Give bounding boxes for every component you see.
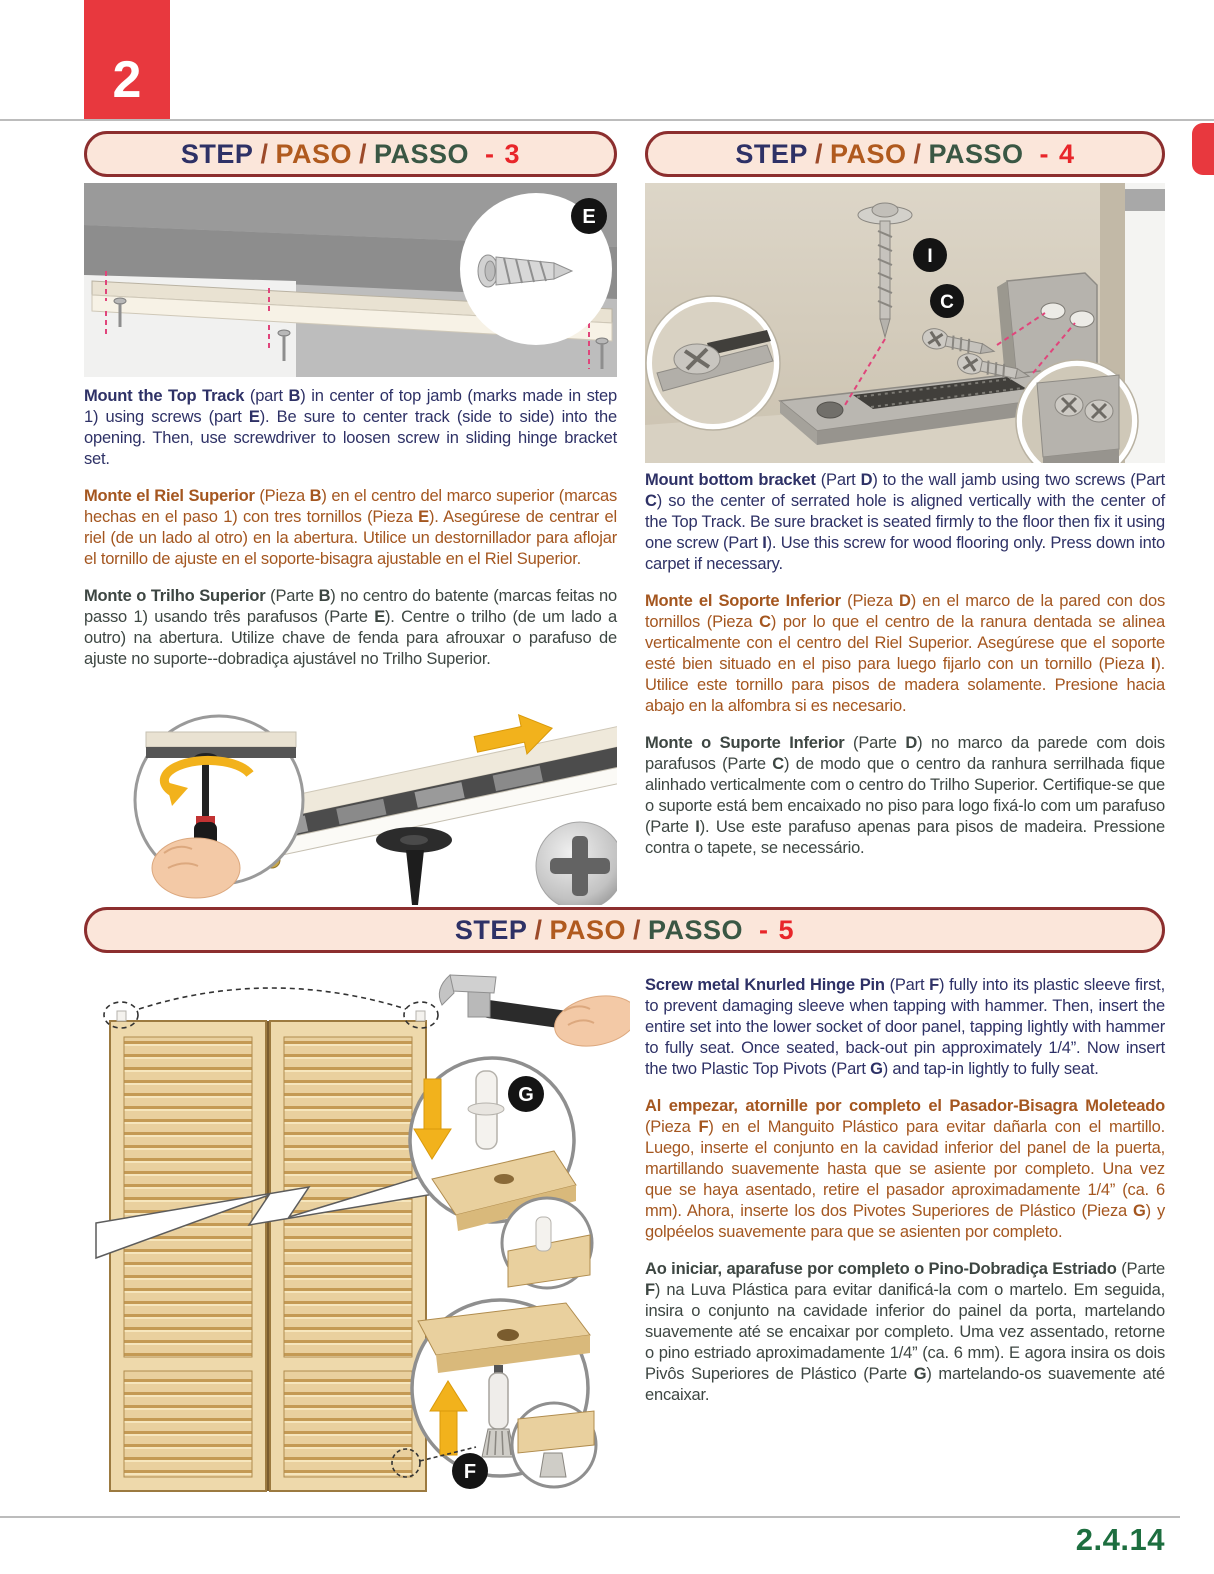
step5-header-pt: PASSO <box>648 914 744 945</box>
step3-header-es: PASO <box>275 138 352 169</box>
step5-header-dash: - <box>759 914 769 945</box>
part-badge-e: E <box>582 206 596 228</box>
step4-header-sep1: / <box>814 138 823 169</box>
top-divider <box>0 119 1214 121</box>
step5-doors-illustration <box>84 963 630 1519</box>
step3-header-dash: - <box>485 138 495 169</box>
step4-bottom-bracket-illustration <box>645 183 1165 463</box>
step5-header-sep1: / <box>534 914 543 945</box>
part-badge-f: F <box>463 1461 477 1483</box>
step5-text <box>645 975 1165 1422</box>
pin-seated-callout <box>512 1403 596 1487</box>
step4-paragraph-portuguese: Monte o Suporte Inferior (Parte D) no marco da parede com dois parafusos (Parte C) de modo que o centro da ranhura serrilhada fique alinhado verticalmente com o centro do Trilho Superior. Certifique-se que o suporte está bem encaixado no piso para logo fixá-lo com um parafuso (Parte I). Use este parafuso apenas para pisos de madeira. Pressione contra o tapete, se necessário. <box>645 734 1165 857</box>
step4-header-en: STEP <box>735 138 808 169</box>
step3-header <box>84 131 617 177</box>
door-left <box>110 1021 266 1491</box>
step5-header-sep2: / <box>632 914 641 945</box>
screwdriver-shaft <box>202 760 209 818</box>
step4-paragraph-english: Mount bottom bracket (Part D) to the wall jamb using two screws (Part C) so the center of serrated hole is aligned vertically with the center of the Top Track. Be sure bracket is seated firmly to the floor then fix it using one screw (Part I). Use this screw for wood flooring only. Press down into carpet if necessary. <box>645 471 1165 573</box>
part-badge-c: C <box>940 292 954 313</box>
step4-header <box>645 131 1165 177</box>
step3-header-pt: PASSO <box>374 138 470 169</box>
step5-paragraph-english: Screw metal Knurled Hinge Pin (Part F) fully into its plastic sleeve first, to prevent damaging sleeve when tapping with hammer. Then, insert the entire set into the lower socket of door panel, tapping lightly with hammer to fully seat. Once seated, back-out pin approximately 1/4”. Now insert the two Plastic Top Pivots (Part G) and tap-in lightly to fully seat. <box>645 976 1165 1078</box>
step4-header-sep2: / <box>913 138 922 169</box>
door-right <box>270 1021 426 1491</box>
serrated-hole-callout <box>646 296 780 430</box>
step3-header-en: STEP <box>180 138 254 169</box>
screw-e-callout <box>460 193 612 345</box>
step4-header-pt: PASSO <box>928 138 1024 169</box>
step5-paragraph-spanish: Al empezar, atornille por completo el Pasador-Bisagra Moleteado (Pieza F) en el Manguito Plástico para evitar dañarla con el martillo. Luego, inserte el conjunto en la cavidad inferior del panel de la puerta, martillando suavemente hasta que se asiente por completo. Una vez que se haya asentado, retire el pasador aproximadamente 1/4” (ca. 6 mm). Ahora, inserte los dos Pivotes Superiores de Plástico (Pieza G) y golpéelos suavemente para que se asienten por completo. <box>645 1097 1166 1241</box>
step3-adjustment-illustration <box>84 688 617 905</box>
step3-top-track-illustration <box>84 183 617 377</box>
bracket-hole-1 <box>1041 303 1065 319</box>
top-pivot-right <box>416 1011 425 1021</box>
step5-header-es: PASO <box>549 914 626 945</box>
step5-header-en: STEP <box>454 914 528 945</box>
step3-paragraph-spanish: Monte el Riel Superior (Pieza B) en el centro del marco superior (marcas hechas en el paso 1) con tres tornillos (Pieza E). Asegúrese de centrar el riel (de un lado al otro) en la abertura. Utilice un destornillador para aflojar el tornillo de ajuste en el soporte-bisagra ajustable en el Riel Superior. <box>84 487 617 568</box>
bottom-divider <box>0 1516 1180 1518</box>
step3-header-number: 3 <box>504 138 521 169</box>
step3-text <box>84 386 617 686</box>
step4-header-dash: - <box>1039 138 1050 169</box>
bracket-floor-hole <box>817 402 843 418</box>
step5-paragraph-portuguese: Ao iniciar, aparafuse por completo o Pino-Dobradiça Estriado (Parte F) na Luva Plástica para evitar danificá-la com o martelo. Em seguida, insira o conjunto na cavidade inferior do painel da porta, martelando suavemente até se encaixar por completo. Uma vez assentado, retorne o pino estriado aproximadamente 1/4” (ca. 6 mm). E agora insira os dois Pivôs Superiores de Plástico (Parte G) martelando-os suavemente até encaixar. <box>645 1260 1166 1404</box>
part-badge-g: G <box>518 1084 534 1106</box>
step3-paragraph-portuguese: Monte o Trilho Superior (Parte B) no centro do batente (marcas feitas no passo 1) usando três parafusos (Parte E). Centre o trilho (de um lado a outro) na abertura. Utilize chave de fenda para afrouxar o parafuso de ajuste no suporte--dobradiça ajustável no Trilho Superior. <box>84 587 618 668</box>
part-badge-i: I <box>927 246 933 267</box>
louver-doors <box>110 1011 426 1491</box>
page-number: 2.4.14 <box>1075 1522 1165 1557</box>
step4-header-number: 4 <box>1059 138 1075 169</box>
step4-header-es: PASO <box>829 138 907 169</box>
step3-header-sep1: / <box>260 138 269 169</box>
section-number: 2 <box>112 51 142 109</box>
hand <box>152 838 240 898</box>
step3-header-sep2: / <box>358 138 367 169</box>
step4-text <box>645 470 1165 875</box>
page-edge-tab <box>1192 123 1214 175</box>
step3-paragraph-english: Mount the Top Track (part B) in center of top jamb (marks made in step 1) using screws (part E). Be sure to center track (side to side) into the opening. Then, use screwdriver to loosen screw in sliding hinge bracket set. <box>84 387 618 468</box>
section-number-tab <box>84 0 170 120</box>
step5-header-number: 5 <box>778 914 795 945</box>
top-pivot-left <box>117 1011 126 1021</box>
pivot-seated-callout <box>502 1198 592 1288</box>
step5-header <box>84 907 1165 953</box>
step4-paragraph-spanish: Monte el Soporte Inferior (Pieza D) en el marco de la pared con dos tornillos (Pieza C) por lo que el centro de la ranura dentada se alinea verticalmente con el centro del Riel Superior. Asegúrese que el soporte esté bien situado en el piso para luego fijarlo con un tornillo (Pieza I). Utilice este tornillo para pisos de madera solamente. Presione hacia abajo en la alfombra si es necesario. <box>645 592 1165 715</box>
